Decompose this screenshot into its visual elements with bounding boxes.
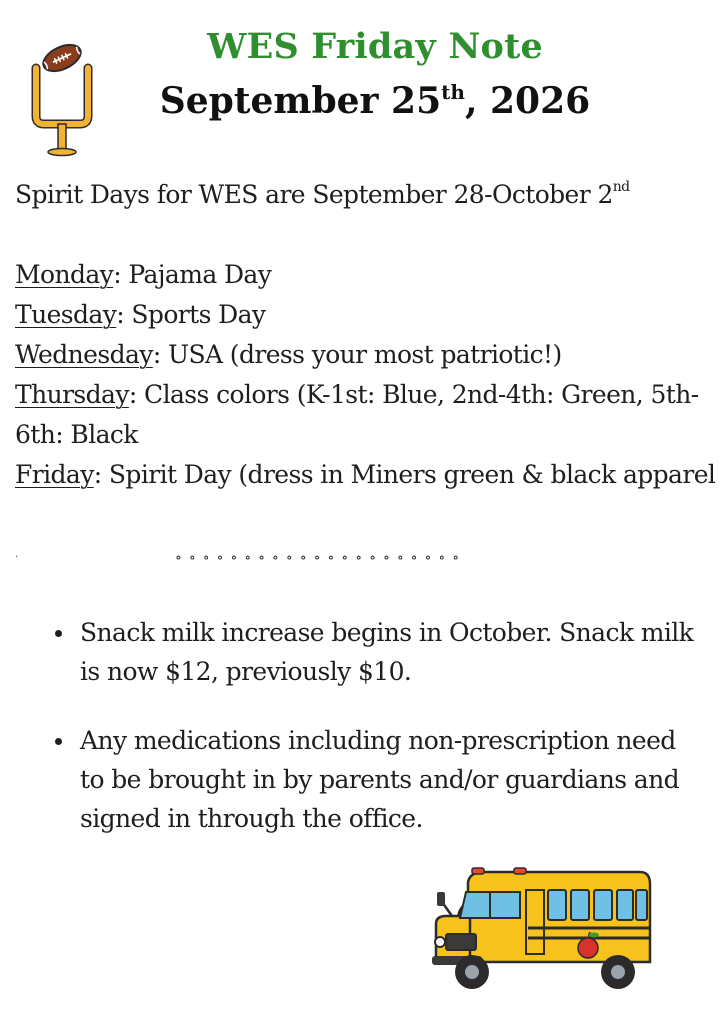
stray-mark: . [15, 549, 19, 560]
spirit-days-section [15, 175, 720, 495]
spirit-day-wednesday: Wednesday: USA (dress your most patriotic!) [15, 340, 562, 369]
spirit-day-thursday: Thursday: Class colors (K-1st: Blue, 2nd-4th: Green, 5th-6th: Black [15, 380, 699, 449]
spirit-day-monday: Monday: Pajama Day [15, 260, 272, 289]
spirit-day-tuesday: Tuesday: Sports Day [15, 300, 266, 329]
bullet-icon [55, 738, 62, 745]
spirit-day-friday: Friday: Spirit Day (dress in Miners green & black apparel [15, 460, 716, 489]
bullet-icon [55, 630, 62, 637]
announcement-list [55, 613, 695, 868]
spirit-days-intro: Spirit Days for WES are September 28-October 2nd [15, 179, 630, 209]
dotted-divider: ∘∘∘∘∘∘∘∘∘∘∘∘∘∘∘∘∘∘∘∘∘ [175, 550, 467, 566]
page-title: WES Friday Note [207, 26, 543, 67]
list-item: Snack milk increase begins in October. Snack milk is now $12, previously $10. [55, 613, 695, 691]
list-item: Any medications including non-prescription need to be brought in by parents and/or guardians and signed in through the office. [55, 721, 695, 838]
note-date: September 25th, 2026 [159, 80, 591, 122]
school-bus-icon [428, 862, 660, 996]
